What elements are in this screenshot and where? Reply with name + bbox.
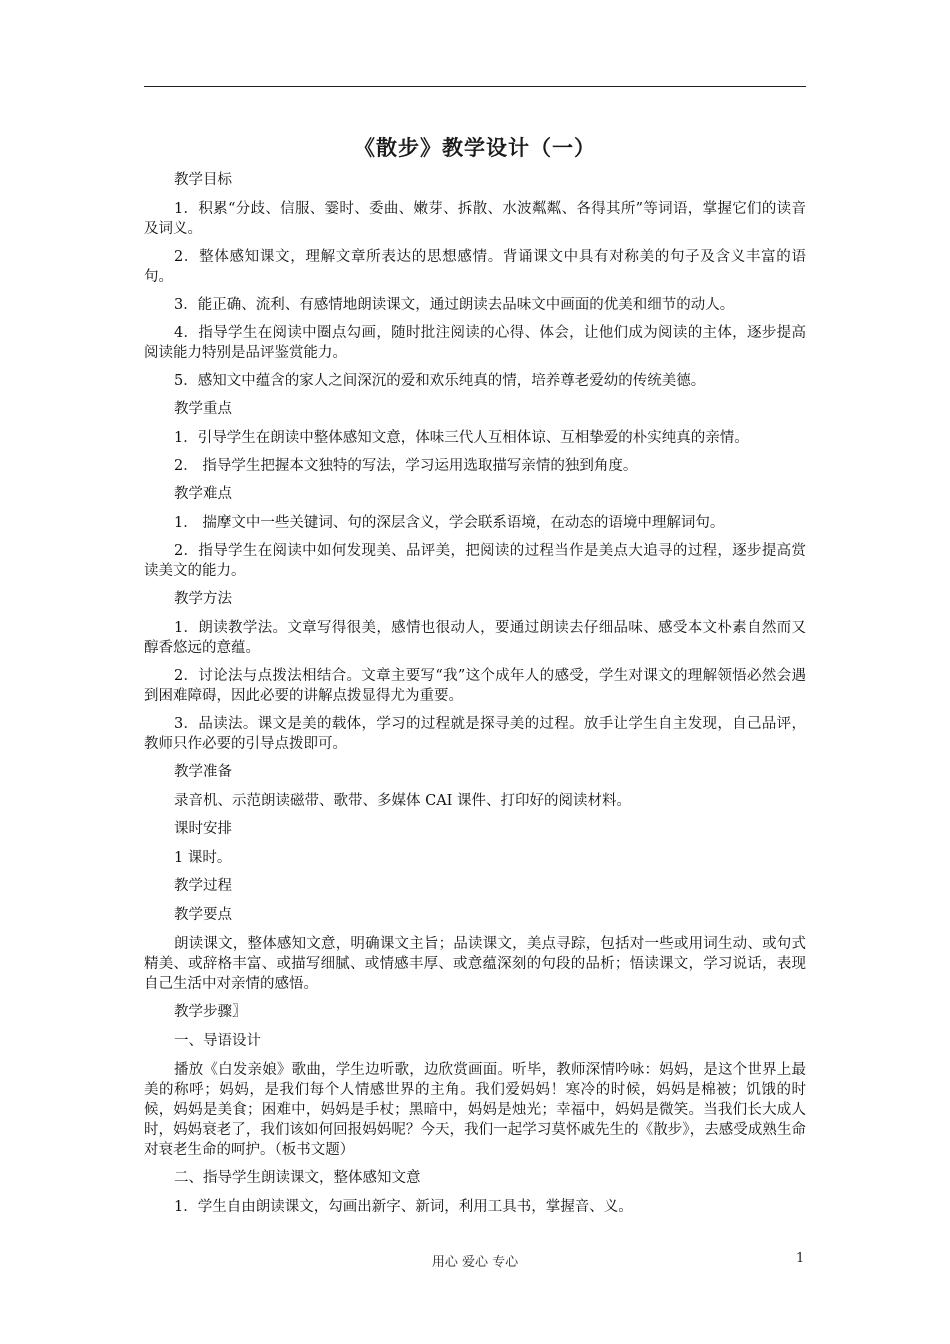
section-heading: 教学过程 bbox=[174, 878, 232, 894]
section-heading: 教学步骤〗 bbox=[174, 1004, 247, 1020]
paragraph: 5．感知文中蕴含的家人之间深沉的爱和欢乐纯真的情，培养尊老爱幼的传统美德。 bbox=[174, 373, 706, 389]
footer-motto: 用心 爱心 专心 bbox=[431, 1255, 519, 1270]
paragraph: 1．学生自由朗读课文，勾画出新字、新词，利用工具书，掌握音、义。 bbox=[174, 1199, 633, 1215]
document-body bbox=[144, 170, 806, 1225]
paragraph: 1．积累“分歧、信服、霎时、委曲、嫩芽、拆散、水波粼粼、各得其所”等词语，掌握它们的读音及词义。 bbox=[144, 201, 806, 237]
paragraph: 1 课时。 bbox=[174, 850, 232, 866]
paragraph: 录音机、示范朗读磁带、歌带、多媒体 CAI 课件、打印好的阅读材料。 bbox=[174, 793, 632, 809]
section-heading: 教学重点 bbox=[174, 401, 232, 417]
paragraph: 1．引导学生在朗读中整体感知文意，体味三代人互相体谅、互相挚爱的朴实纯真的亲情。 bbox=[174, 430, 749, 446]
section-heading: 课时安排 bbox=[174, 821, 232, 837]
paragraph: 播放《白发亲娘》歌曲，学生边听歌，边欣赏画面。听毕，教师深情吟咏：妈妈，是这个世界上最美的称呼；妈妈，是我们每个人情感世界的主角。我们爱妈妈！寒冷的时候，妈妈是棉被；饥饿的时候，妈妈是美食；困难中，妈妈是手杖；黑暗中，妈妈是烛光；幸福中，妈妈是微笑。当我们长大成人时，妈妈衰老了，我们该如何回报妈妈呢？今天，我们一起学习莫怀戚先生的《散步》，去感受成熟生命对衰老生命的呵护。（板书文题） bbox=[144, 1062, 806, 1158]
section-heading: 教学目标 bbox=[174, 172, 232, 188]
section-heading: 教学难点 bbox=[174, 486, 232, 502]
paragraph: 3．能正确、流利、有感情地朗读课文，通过朗读去品味文中画面的优美和细节的动人。 bbox=[174, 297, 735, 313]
page-number: 1 bbox=[796, 1251, 805, 1266]
section-heading: 教学要点 bbox=[174, 907, 232, 923]
section-heading: 一、导语设计 bbox=[174, 1033, 261, 1049]
paragraph: 1．朗读教学法。文章写得很美，感情也很动人，要通过朗读去仔细品味、感受本文朴素自然而又醇香悠远的意蕴。 bbox=[144, 620, 806, 656]
paragraph: 2．整体感知课文，理解文章所表达的思想感情。背诵课文中具有对称美的句子及含义丰富的语句。 bbox=[144, 249, 806, 285]
paragraph: 2．指导学生在阅读中如何发现美、品评美，把阅读的过程当作是美点大追寻的过程，逐步提高赏读美文的能力。 bbox=[144, 543, 806, 579]
section-heading: 二、指导学生朗读课文，整体感知文意 bbox=[174, 1170, 421, 1186]
document-title: 《散步》教学设计（一） bbox=[354, 136, 596, 160]
paragraph: 2．讨论法与点拨法相结合。文章主要写“我”这个成年人的感受，学生对课文的理解领悟必然会遇到困难障碍，因此必要的讲解点拨显得尤为重要。 bbox=[144, 668, 806, 704]
paragraph: 2． 指导学生把握本文独特的写法，学习运用选取描写亲情的独到角度。 bbox=[174, 458, 638, 474]
paragraph: 朗读课文，整体感知文意，明确课文主旨；品读课文，美点寻踪，包括对一些或用词生动、或句式精美、或辞格丰富、或描写细腻、或情感丰厚、或意蕴深刻的句段的品析；悟读课文，学习说话，表现自己生活中对亲情的感悟。 bbox=[144, 936, 806, 992]
section-heading: 教学准备 bbox=[174, 764, 232, 780]
paragraph: 4．指导学生在阅读中圈点勾画，随时批注阅读的心得、体会，让他们成为阅读的主体，逐步提高阅读能力特别是品评鉴赏能力。 bbox=[144, 325, 806, 361]
paragraph: 1． 揣摩文中一些关键词、句的深层含义，学会联系语境，在动态的语境中理解词句。 bbox=[174, 515, 725, 531]
paragraph: 3．品读法。课文是美的载体，学习的过程就是探寻美的过程。放手让学生自主发现，自己品评，教师只作必要的引导点拨即可。 bbox=[144, 716, 806, 752]
section-heading: 教学方法 bbox=[174, 591, 232, 607]
header-rule bbox=[144, 86, 806, 87]
